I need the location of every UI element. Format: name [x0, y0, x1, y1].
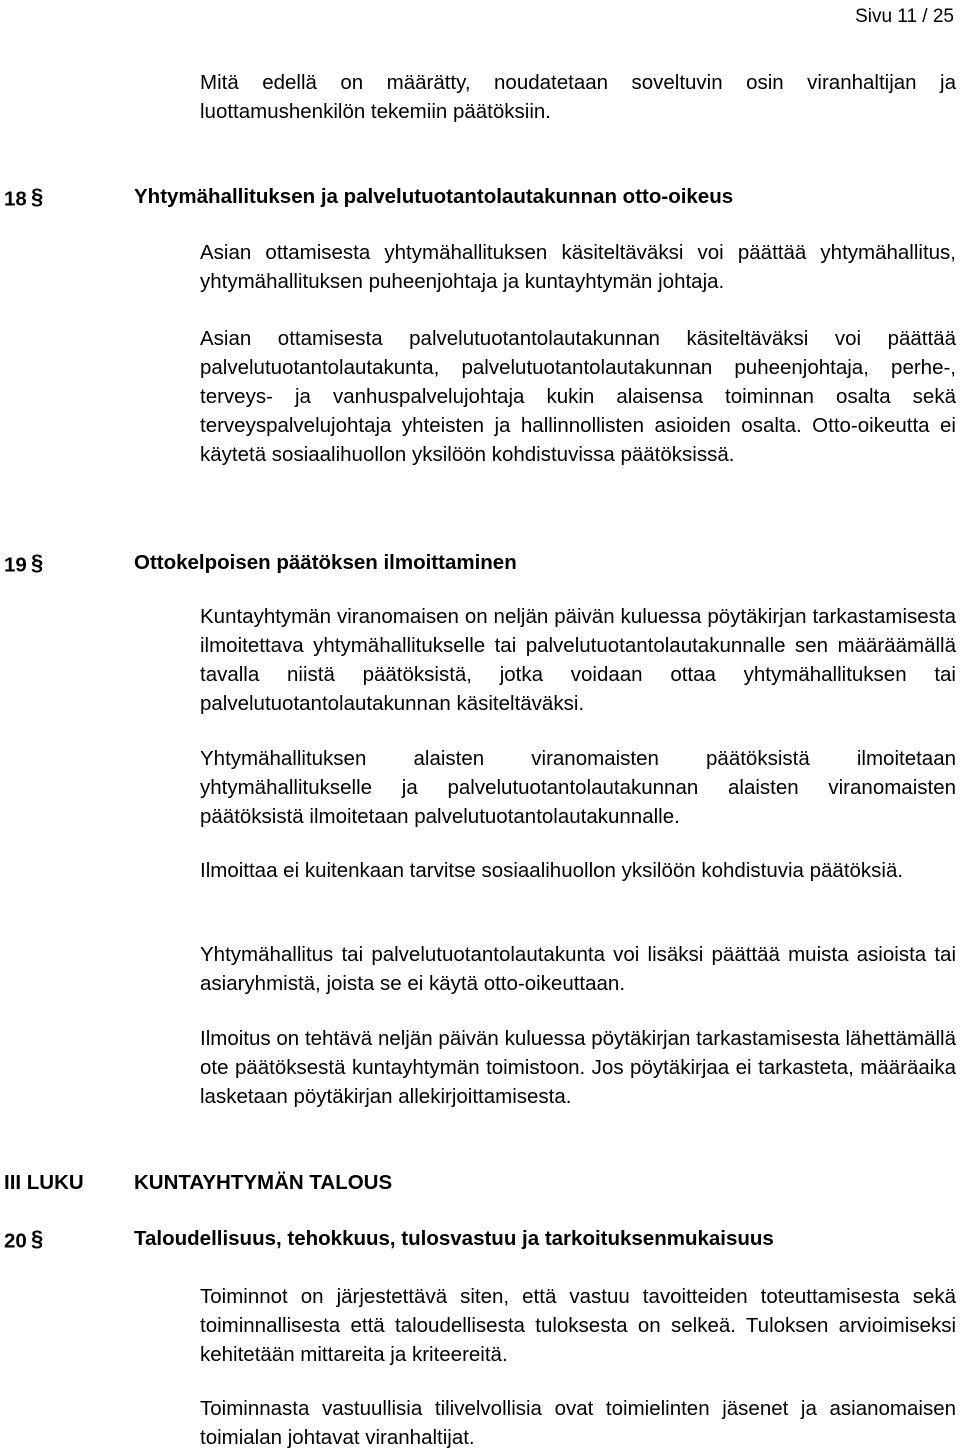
svg-text:§: §	[30, 550, 43, 575]
section-19-paragraph-1: Kuntayhtymän viranomaisen on neljän päivän kuluessa pöytäkirjan tarkastamisesta ilmoitettava yhtymähallitukselle tai palvelutuotantolautakunnalle sen määräämällä tavalla niistä päätöksistä, jotka voidaan ottaa yhtymähallituksen tai palvelutuotantolautakunnan käsiteltäväksi.	[200, 605, 956, 715]
section-number: 19 §	[4, 548, 43, 584]
section-19-paragraph-3: Ilmoittaa ei kuitenkaan tarvitse sosiaalihuollon yksilöön kohdistuvia päätöksiä.	[200, 859, 904, 882]
section-sign-icon	[31, 548, 43, 584]
svg-text:§: §	[30, 1226, 43, 1251]
svg-text:§: §	[30, 184, 43, 209]
section-sign-icon	[31, 182, 43, 218]
intro-paragraph: Mitä edellä on määrätty, noudatetaan soveltuvin osin viranhaltijan ja luottamushenkilön tekemiin päätöksiin.	[200, 71, 956, 123]
section-19-paragraph-5: Ilmoitus on tehtävä neljän päivän kuluessa pöytäkirjan tarkastamisesta lähettämällä ote päätöksestä kuntayhtymän toimistoon. Jos pöytäkirjaa ei tarkasteta, määräaika lasketaan pöytäkirjan allekirjoittamisesta.	[200, 1027, 956, 1108]
page-number: Sivu 11 / 25	[855, 6, 954, 27]
section-18-paragraph-2: Asian ottamisesta palvelutuotantolautakunnan käsiteltäväksi voi päättää palvelutuotantolautakunta, palvelutuotantolautakunnan puheenjohtaja, perhe-, terveys- ja vanhuspalvelujohtaja kukin alaisensa toiminnan osalta sekä terveyspalvelujohtaja yhteisten ja hallinnollisten asioiden osalta. Otto-oikeutta ei käytetä sosiaalihuollon yksilöön kohdistuvissa päätöksissä.	[200, 327, 956, 466]
section-20-paragraph-2: Toiminnasta vastuullisia tilivelvollisia ovat toimielinten jäsenet ja asianomaisen toimialan johtavat viranhaltijat.	[200, 1397, 956, 1449]
chapter-title: KUNTAYHTYMÄN TALOUS	[134, 1171, 393, 1194]
section-20-paragraph-1: Toiminnot on järjestettävä siten, että vastuu tavoitteiden toteuttamisesta sekä toiminnallisesta että taloudellisesta tuloksesta on selkeä. Tuloksen arvioimiseksi kehitetään mittareita ja kriteereitä.	[200, 1285, 956, 1366]
section-title: Taloudellisuus, tehokkuus, tulosvastuu ja tarkoituksenmukaisuus	[134, 1227, 774, 1250]
section-title: Ottokelpoisen päätöksen ilmoittaminen	[134, 551, 517, 574]
section-sign-icon	[31, 1224, 43, 1260]
section-number: 18 §	[4, 182, 43, 218]
section-title: Yhtymähallituksen ja palvelutuotantolautakunnan otto-oikeus	[134, 185, 734, 208]
section-18-paragraph-1: Asian ottamisesta yhtymähallituksen käsiteltäväksi voi päättää yhtymähallitus, yhtymähallituksen puheenjohtaja ja kuntayhtymän johtaja.	[200, 241, 956, 293]
section-number: 20 §	[4, 1224, 43, 1260]
chapter-number: III LUKU	[4, 1171, 84, 1194]
section-19-paragraph-2: Yhtymähallituksen alaisten viranomaisten päätöksistä ilmoitetaan yhtymähallitukselle ja palvelutuotantolautakunnan alaisten viranomaisten päätöksistä ilmoitetaan palvelutuotantolautakunnalle.	[200, 747, 956, 828]
section-19-paragraph-4: Yhtymähallitus tai palvelutuotantolautakunta voi lisäksi päättää muista asioista tai asiaryhmistä, joista se ei käytä otto-oikeuttaan.	[200, 943, 956, 995]
